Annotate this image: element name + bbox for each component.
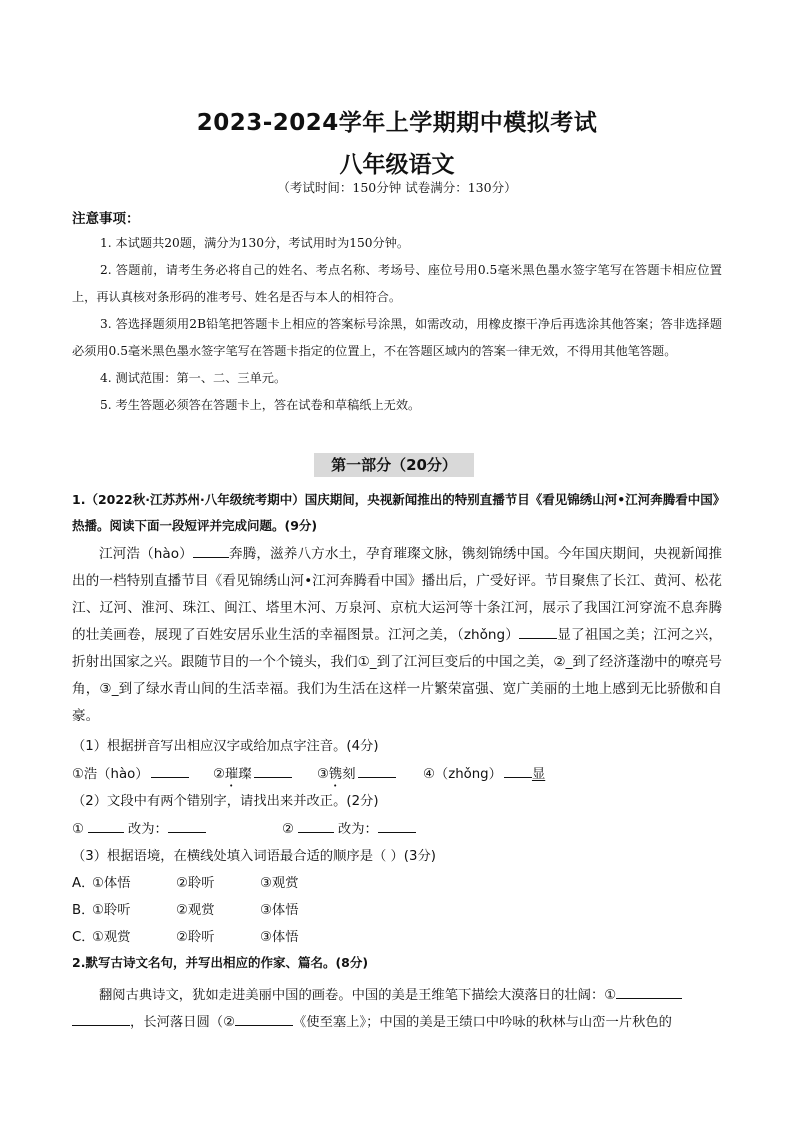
sub2-item-b: ② 改为： (282, 818, 416, 837)
notice-item: 5. 考生答题必须答在答题卡上，答在试卷和草稿纸上无效。 (100, 398, 421, 412)
option-choice: ①聆听 (92, 903, 131, 918)
question-1-heading: 1.（2022秋·江苏苏州·八年级统考期中）国庆期间，央视新闻推出的特别直播节目《看见锦绣山河•江河奔腾看中国》热播。阅读下面一段短评并完成问题。(9分) (72, 492, 719, 533)
exam-info: （考试时间：150分钟 试卷满分：130分） (277, 180, 517, 195)
option-choice: ③体悟 (260, 903, 299, 918)
answer-blank[interactable] (88, 818, 124, 833)
answer-blank[interactable] (504, 763, 532, 778)
sub1-item-c: ③镌刻 (317, 763, 396, 790)
sub1-item-b: ②璀璨 (213, 763, 292, 790)
notice-list (72, 230, 722, 419)
answer-blank[interactable] (235, 1011, 293, 1026)
option-choice: ②观赏 (176, 903, 215, 918)
option-letter[interactable]: A． (72, 876, 95, 891)
answer-blank[interactable] (298, 818, 334, 833)
option-choice: ②聆听 (176, 930, 215, 945)
exam-subject: 八年级语文 (339, 152, 455, 178)
sub2-item-a: ① 改为： (72, 818, 206, 837)
option-choice: ②聆听 (176, 876, 215, 891)
option-choice: ①体悟 (92, 876, 131, 891)
notice-item: 1. 本试题共20题，满分为130分，考试用时为150分钟。 (100, 236, 410, 250)
sub1-item-d: ④（zhǒng） 显 (423, 763, 545, 782)
option-choice: ③体悟 (260, 930, 299, 945)
option-letter[interactable]: C． (72, 930, 95, 945)
option-choice: ①观赏 (92, 930, 131, 945)
notice-item: 4. 测试范围：第一、二、三单元。 (100, 371, 287, 385)
notice-item: 3. 答选择题须用2B铅笔把答题卡上相应的答案标号涂黑，如需改动，用橡皮擦干净后再选涂其他答案；答非选择题必须用0.5毫米黑色墨水签字笔写在答题卡指定的位置上，不在答题区域内的答案一律无效，不得用其他笔答题。 (72, 317, 722, 358)
answer-blank[interactable] (616, 984, 682, 999)
answer-blank[interactable] (72, 1011, 130, 1026)
question-1-passage (72, 541, 722, 730)
sub-question-1-prompt: （1）根据拼音写出相应汉字或给加点字注音。(4分) (72, 739, 379, 754)
exam-title: 2023-2024学年上学期期中模拟考试 (196, 110, 598, 136)
notice-item: 2. 答题前，请考生务必将自己的姓名、考点名称、考场号、座位号用0.5毫米黑色墨水签字笔写在答题卡相应位置上，再认真核对条形码的准考号、姓名是否与本人的相符合。 (72, 263, 722, 304)
passage-text: 江河浩（hào） 奔腾，滋养八方水土，孕育璀璨文脉，镌刻锦绣中国。今年国庆期间，央视新闻推出的一档特别直播节目《看见锦绣山河•江河奔腾看中国》播出后，广受好评。节目聚焦了长江、黄河、松花江、辽河、淮河、珠江、闽江、塔里木河、万泉河、京杭大运河等十条江河，展示了我国江河穿流不息奔腾的壮美画卷，展现了百姓安居乐业生活的幸福图景。江河之美，（zhǒng） 显了祖国之美；江河之兴，折射出国家之兴。跟随节目的一个个镜头，我们①_到了江河巨变后的中国之美，②_到了经济蓬渤中的嘹亮号角，③_到了绿水青山间的生活幸福。我们为生活在这样一片繁荣富强、宽广美丽的土地上感到无比骄傲和自豪。 (72, 541, 722, 730)
answer-blank[interactable] (193, 543, 229, 558)
answer-blank[interactable] (378, 818, 416, 833)
sub-question-2-prompt: （2）文段中有两个错别字，请找出来并改正。(2分) (72, 794, 379, 809)
question-2-heading: 2.默写古诗文名句，并写出相应的作家、篇名。(8分) (72, 955, 369, 970)
sub1-item-a: ①浩（hào） (72, 763, 189, 782)
answer-blank[interactable] (151, 763, 189, 778)
option-letter[interactable]: B． (72, 903, 95, 918)
notice-heading: 注意事项： (72, 211, 140, 227)
answer-blank[interactable] (358, 763, 396, 778)
answer-blank[interactable] (168, 818, 206, 833)
q2-line-1: 翻阅古典诗文，犹如走进美丽中国的画卷。中国的美是王维笔下描绘大漠落日的壮阔：① (99, 984, 682, 1003)
option-choice: ③观赏 (260, 876, 299, 891)
answer-blank[interactable] (254, 763, 292, 778)
answer-blank[interactable] (519, 624, 557, 639)
q2-line-2: ，长河落日圆（② 《使至塞上》；中国的美是王绩口中吟咏的秋林与山峦一片秋色的 (72, 1011, 672, 1030)
sub-question-3-prompt: （3）根据语境，在横线处填入词语最合适的顺序是（ ）(3分) (72, 849, 436, 864)
section-header: 第一部分（20分） (314, 453, 474, 477)
